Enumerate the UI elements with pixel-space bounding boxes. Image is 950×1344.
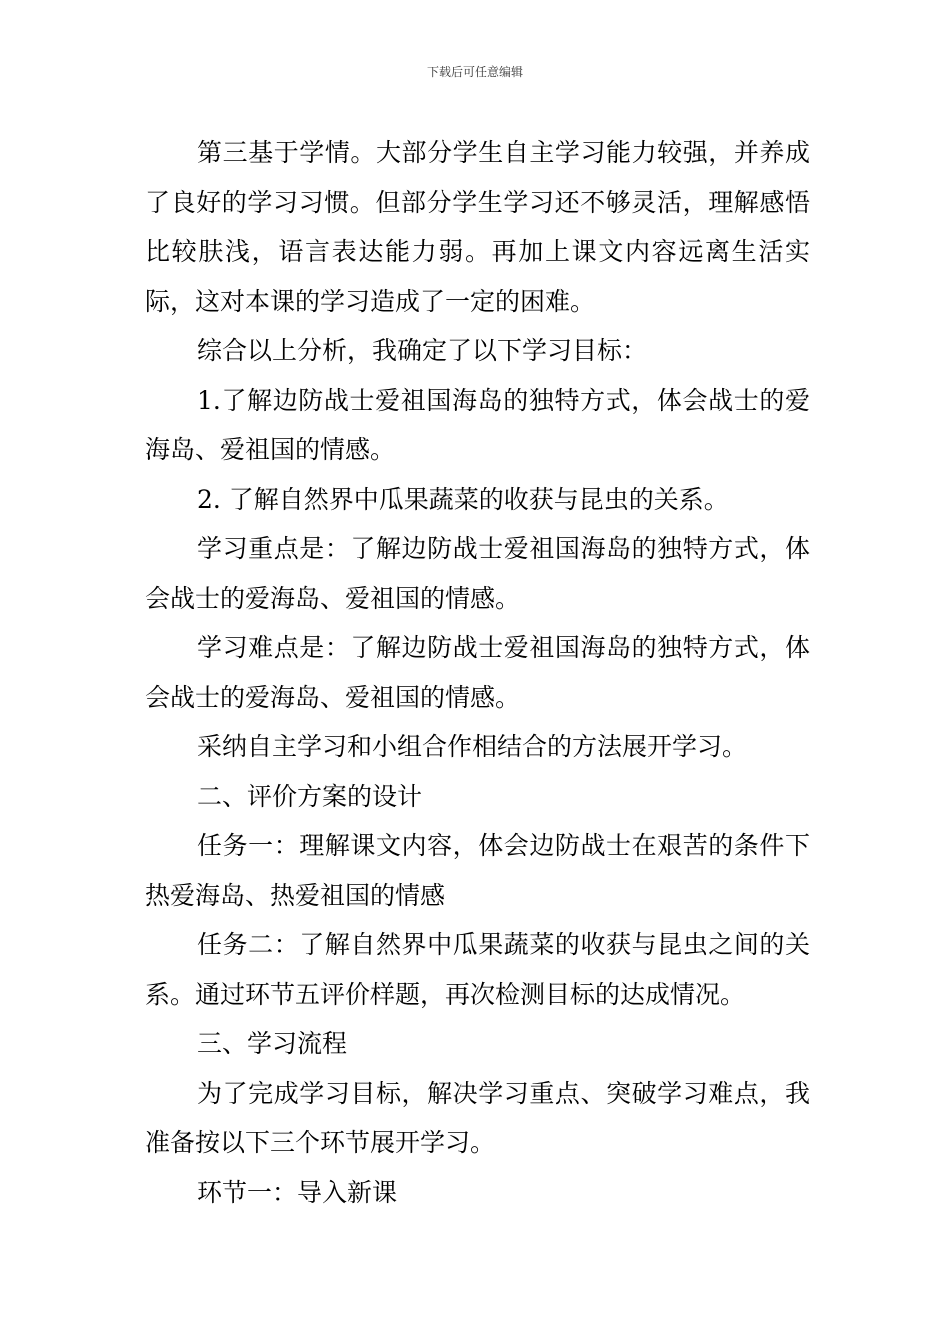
paragraph-objective-2: 2. 了解自然界中瓜果蔬菜的收获与昆虫的关系。: [197, 484, 729, 514]
paragraph-learner-analysis: 第三基于学情。大部分学生自主学习能力较强，并养成了良好的学习习惯。但部分学生学习还不够灵活，理解感悟比较肤浅，语言表达能力弱。再加上课文内容远离生活实际，这对本课的学习造成了一定的困难。: [145, 138, 810, 316]
paragraph-difficulty: 学习难点是：了解边防战士爱祖国海岛的独特方式，体会战士的爱海岛、爱祖国的情感。: [145, 633, 810, 712]
paragraph-task-2: 任务二：了解自然界中瓜果蔬菜的收获与昆虫之间的关系。通过环节五评价样题，再次检测目标的达成情况。: [145, 930, 810, 1009]
paragraph-objective-1: 1.了解边防战士爱祖国海岛的独特方式，体会战士的爱海岛、爱祖国的情感。: [145, 385, 810, 464]
document-body: [145, 128, 810, 1217]
section-heading-evaluation: 二、评价方案的设计: [197, 781, 423, 811]
section-heading-process: 三、学习流程: [197, 1029, 348, 1058]
paragraph-objectives-intro: 综合以上分析，我确定了以下学习目标：: [197, 336, 648, 365]
paragraph-method: 采纳自主学习和小组合作相结合的方法展开学习。: [197, 732, 748, 761]
paragraph-task-1: 任务一：理解课文内容，体会边防战士在艰苦的条件下热爱海岛、热爱祖国的情感: [145, 831, 810, 910]
paragraph-process-intro: 为了完成学习目标，解决学习重点、突破学习难点，我准备按以下三个环节展开学习。: [145, 1078, 810, 1157]
header-note: 下载后可任意编辑: [426, 65, 523, 79]
paragraph-step-1: 环节一：导入新课: [197, 1177, 398, 1207]
paragraph-key-point: 学习重点是：了解边防战士爱祖国海岛的独特方式，体会战士的爱海岛、爱祖国的情感。: [145, 534, 810, 613]
